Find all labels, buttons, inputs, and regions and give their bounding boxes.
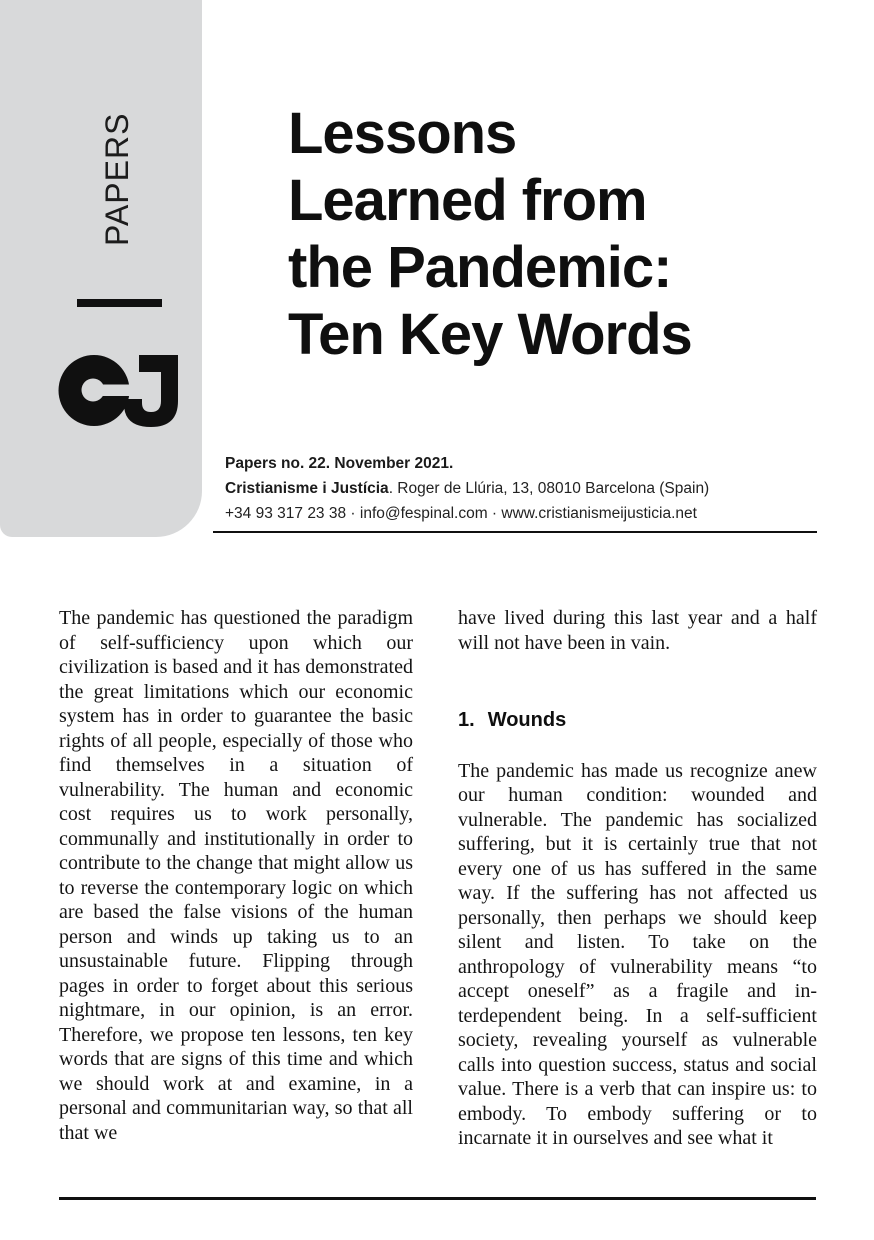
footer-rule <box>59 1197 816 1200</box>
publisher-address: . Roger de Llúria, 13, 08010 Barcelona (Spain) <box>388 480 710 497</box>
header-rule <box>213 531 817 533</box>
logo-divider-bar <box>77 299 162 307</box>
section1-paragraph: The pandemic has made us recognize anew our human condition: wounded and vulnerable. The pandemic has socialized suffering, but it is certainly true that not every one of us has suffered in the same way. If the suffering has not affected us personally, then perhaps we should keep silent and listen. To take on the anthropology of vulnerability means “to accept oneself” as a fragile and interdependent being. In a self-sufficient society, revealing yourself as vulnerable calls into question success, status and social value. There is a verb that can inspire us: to embody. To embody suffering or to incarnate it in ourselves and see what it <box>458 759 817 1149</box>
meta-contact-line: +34 93 317 23 38 · info@fespinal.com · www.cristianismeijusticia.net <box>225 505 697 522</box>
body-column-left <box>59 606 413 1151</box>
body-text <box>59 606 817 1151</box>
papers-vertical-label: PAPERS <box>99 112 135 246</box>
publisher-name: Cristianisme i Justícia <box>225 480 389 497</box>
meta-issue-date: Papers no. 22. November 2021. <box>225 455 454 472</box>
section-number: 1. <box>458 709 475 731</box>
section-title: Wounds <box>487 709 567 731</box>
publication-meta <box>225 451 785 526</box>
section-heading-1 <box>458 708 817 733</box>
title-line: Lessons <box>288 101 517 166</box>
intro-paragraph-continued: have lived during this last year and a half will not have been in vain. <box>458 607 817 654</box>
body-column-right <box>458 606 817 1151</box>
cj-logo-icon <box>58 353 180 429</box>
title-line: the Pandemic: <box>288 235 672 300</box>
page-title <box>288 100 728 368</box>
meta-publisher-address <box>225 476 785 501</box>
title-line: Ten Key Words <box>288 302 692 367</box>
intro-paragraph: The pandemic has questioned the paradigm of self-sufficiency upon which our civilization is based and it has demonstrated the great limitations which our economic system has in order to guarantee the basic rights of all people, especially of those who find themselves in a situation of vulnerability. The human and economic cost requires us to work personally, communally and institutionally in order to contribute to the change that might allow us to reverse the contemporary logic on which are based the false visions of the human person and winds up taking us to an unsustainable future. Flipping through pages in order to forget about this serious nightmare, in our opinion, is an error. Therefore, we propose ten lessons, ten key words that are signs of this time and which we should work at and examine, in a personal and communitarian way, so that all that we <box>59 607 413 1144</box>
sidebar-tab <box>0 0 202 537</box>
title-line: Learned from <box>288 168 647 233</box>
